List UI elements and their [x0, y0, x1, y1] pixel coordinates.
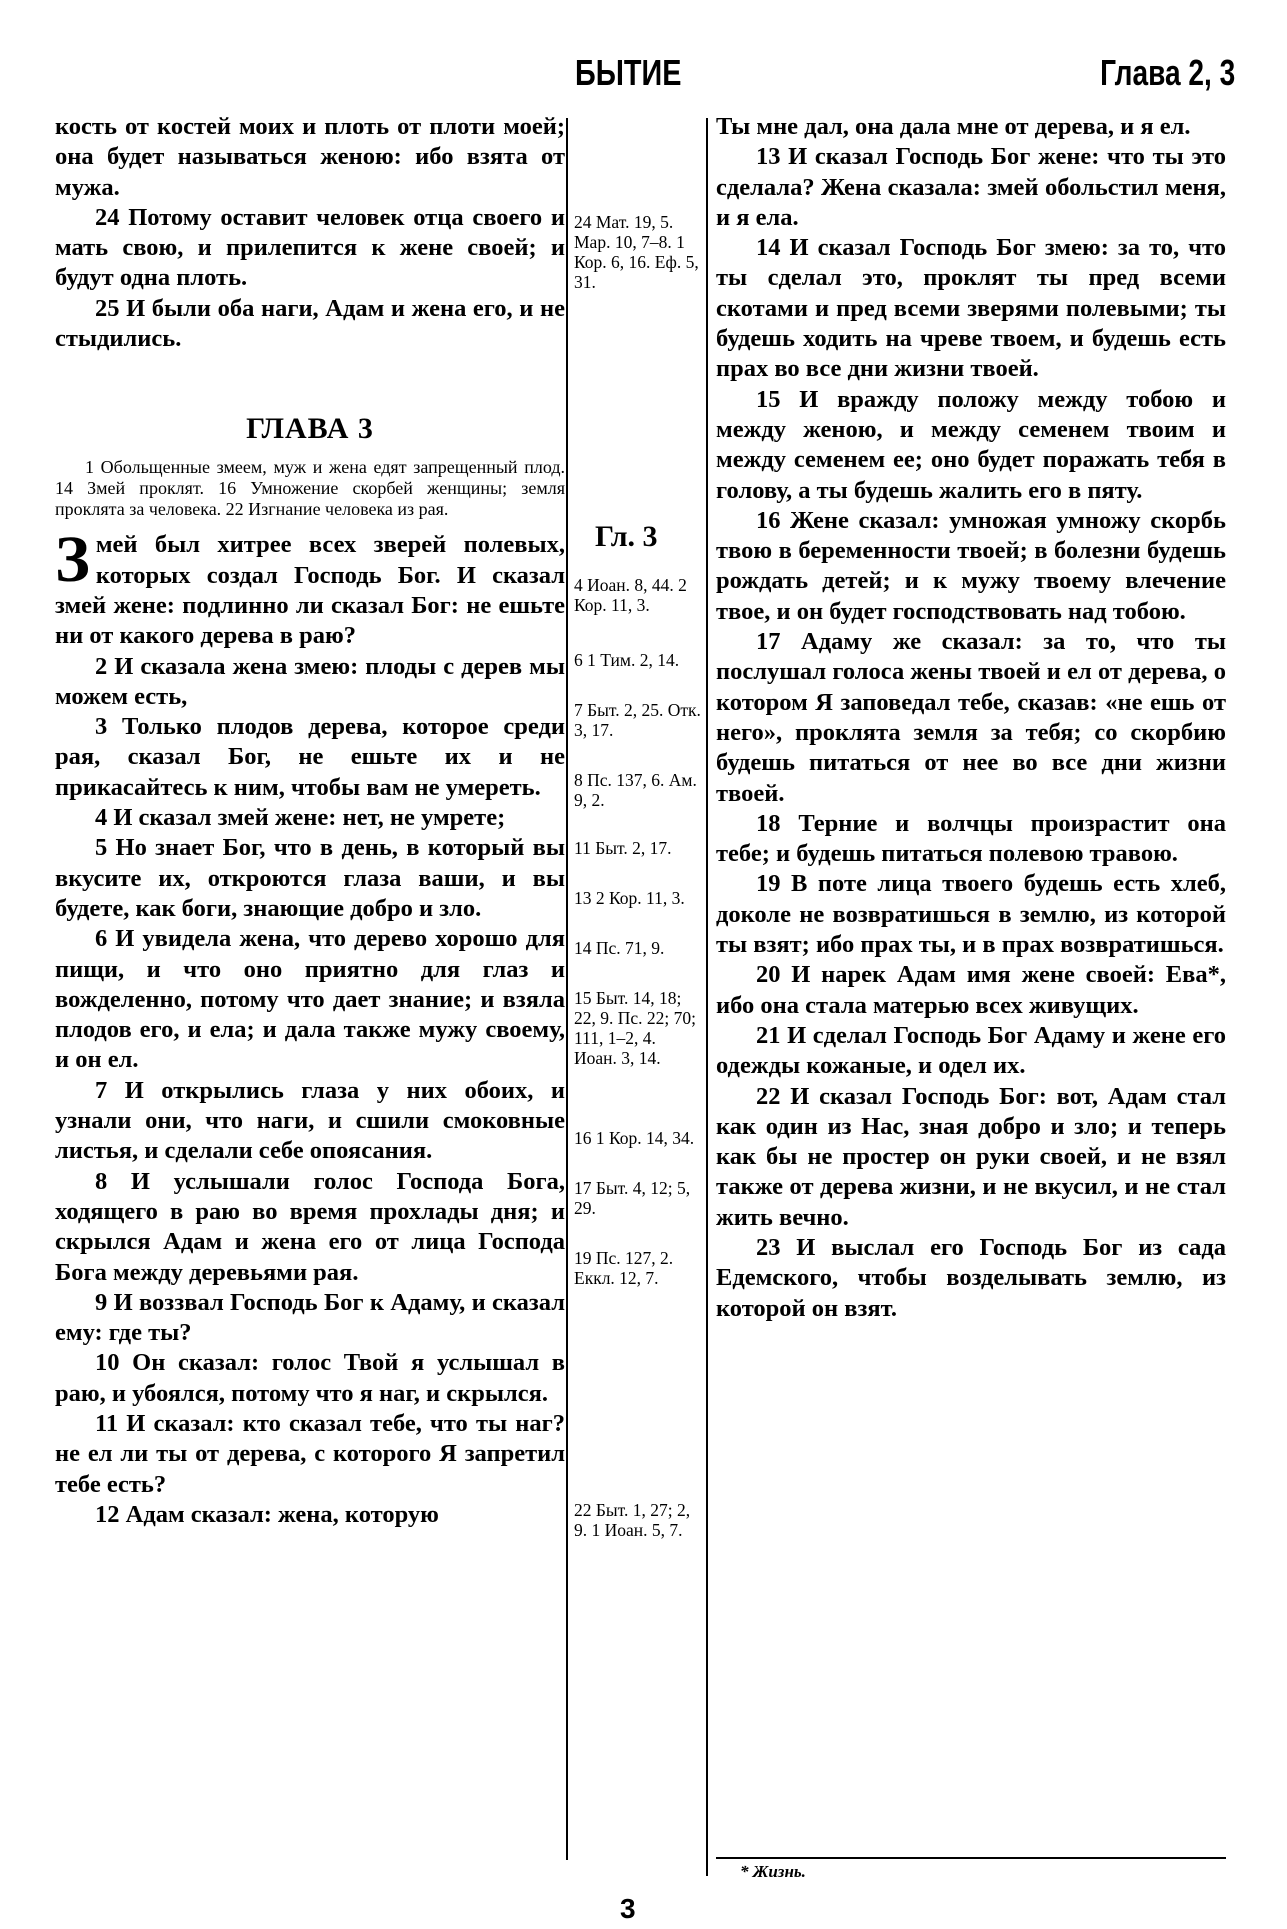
ref-17: 17 Быт. 4, 12; 5, 29. [574, 1178, 691, 1218]
ref-6: 6 1 Тим. 2, 14. [574, 650, 680, 670]
ref-19: 19 Пс. 127, 2. Еккл. 12, 7. [574, 1248, 674, 1288]
ref-7: 7 Быт. 2, 25. Отк. 3, 17. [574, 700, 701, 740]
chapter-range: Глава 2, 3 [1099, 52, 1235, 93]
verse-25: 25 И были оба наги, Адам и жена его, и не стыдились. [55, 294, 565, 353]
verse-18: 18 Терние и волчцы произрастит она тебе; и будешь питаться полевою травою. [716, 809, 1226, 868]
verse-15: 15 И вражду положу между тобою и между женою, и между семенем твоим и между семенем ее; оно будет поражать тебя в голову, а ты будешь жалить его в пяту. [716, 385, 1226, 504]
verse-7: 7 И открылись глаза у них обоих, и узнали они, что наги, и сшили смоковные листья, и сделали себе опоясания. [55, 1076, 565, 1165]
verse-continuation: кость от костей моих и плоть от плоти моей; она будет называться женою: ибо взята от мужа. [55, 113, 565, 201]
ref-8: 8 Пс. 137, 6. Ам. 9, 2. [574, 770, 697, 810]
ref-24: 24 Мат. 19, 5. Мар. 10, 7–8. 1 Кор. 6, 16. Еф. 5, 31. [574, 212, 699, 292]
book-title: БЫТИЕ [575, 52, 682, 93]
verse-20: 20 И нарек Адам имя жене своей: Ева*, ибо она стала матерью всех живущих. [716, 961, 1226, 1019]
footnote: * Жизнь. [740, 1862, 806, 1881]
verse-13: 13 И сказал Господь Бог жене: что ты это сделала? Жена сказала: змей обольстил меня, и я ела. [716, 143, 1226, 231]
column-divider-right [706, 118, 708, 1876]
ref-13: 13 2 Кор. 11, 3. [574, 888, 685, 908]
verse-19: 19 В поте лица твоего будешь есть хлеб, доколе не возвратишься в землю, из которой ты взят; ибо прах ты, и в прах возвратишься. [716, 870, 1226, 959]
verse-23: 23 И выслал его Господь Бог из сада Едемского, чтобы возделывать землю, из которой он взят. [716, 1233, 1226, 1322]
chapter-heading: ГЛАВА 3 [246, 412, 374, 446]
verse-12: 12 Адам сказал: жена, которую [95, 1500, 439, 1528]
drop-cap: З [55, 523, 90, 597]
verse-8: 8 И услышали голос Господа Бога, ходящего в раю во время прохлады дня; и скрылся Адам и жена его от лица Господа Бога между деревьями рая. [55, 1167, 565, 1286]
verse-24: 24 Потому оставит человек отца своего и мать свою, и прилепится к жене своей; и будут одна плоть. [55, 203, 565, 292]
ref-4: 4 Иоан. 8, 44. 2 Кор. 11, 3. [574, 575, 687, 615]
verse-21: 21 И сделал Господь Бог Адаму и жене его одежды кожаные, и одел их. [716, 1021, 1226, 1080]
ref-chapter-label: Гл. 3 [595, 520, 658, 553]
verse-17: 17 Адаму же сказал: за то, что ты послушал голоса жены твоей и ел от дерева, о котором Я заповедал тебе, сказав: «не ешь от него», проклята земля за тебя; со скорбию будешь питаться от нее во все дни жизни твоей. [716, 628, 1226, 807]
verse-10: 10 Он сказал: голос Твой я услышал в раю, и убоялся, потому что я наг, и скрылся. [55, 1349, 565, 1407]
column-divider-left [566, 118, 568, 1860]
verse-6: 6 И увидела жена, что дерево хорошо для пищи, и что оно приятно для глаз и вожделенно, потому что дает знание; и взяла плодов его, и ела; и дала также мужу своему, и он ел. [55, 925, 565, 1074]
verse-1-text: мей был хитрее всех зверей полевых, которых создал Господь Бог. И сказал змей жене: подлинно ли сказал Бог: не ешьте ни от какого дерева в раю? [55, 531, 565, 650]
chapter-summary: 1 Обольщенные змеем, муж и жена едят запрещенный плод. 14 Змей проклят. 16 Умножение скорбей женщины; земля проклята за человека. 22 Изгнание человека из рая. [55, 457, 565, 520]
verse-22: 22 И сказал Господь Бог: вот, Адам стал как один из Нас, зная добро и зло; и теперь как бы не простер он руки своей, и не взял также от дерева жизни, и не вкусил, и не стал жить вечно. [716, 1082, 1226, 1231]
ref-11: 11 Быт. 2, 17. [574, 838, 672, 858]
verse-4: 4 И сказал змей жене: нет, не умрете; [95, 804, 506, 832]
verse-12-continuation: Ты мне дал, она дала мне от дерева, и я ел. [716, 113, 1191, 140]
left-text-column [55, 112, 565, 1530]
ref-14: 14 Пс. 71, 9. [574, 938, 665, 958]
verse-9: 9 И воззвал Господь Бог к Адаму, и сказал ему: где ты? [55, 1288, 565, 1347]
verse-16: 16 Жене сказал: умножая умножу скорбь твою в беременности твоей; в болезни будешь рождать детей; и к мужу твоему влечение твое, и он будет господствовать над тобою. [716, 506, 1226, 625]
ref-22: 22 Быт. 1, 27; 2, 9. 1 Иоан. 5, 7. [574, 1500, 691, 1540]
verse-11: 11 И сказал: кто сказал тебе, что ты наг? не ел ли ты от дерева, с которого Я запретил тебе есть? [55, 1409, 565, 1498]
verse-3: 3 Только плодов дерева, которое среди рая, сказал Бог, не ешьте их и не прикасайтесь к ним, чтобы вам не умереть. [55, 713, 565, 801]
verse-14: 14 И сказал Господь Бог змею: за то, что ты сделал это, проклят ты пред всеми скотами и пред всеми зверями полевыми; ты будешь ходить на чреве твоем, и будешь есть прах во все дни жизни твоей. [716, 234, 1226, 383]
verse-2: 2 И сказала жена змею: плоды с дерев мы можем есть, [55, 652, 565, 710]
page-number: 3 [620, 1893, 636, 1924]
footnote-rule [716, 1857, 1226, 1859]
ref-15: 15 Быт. 14, 18; 22, 9. Пс. 22; 70; 111, 1–2, 4. Иоан. 3, 14. [574, 988, 697, 1068]
ref-16: 16 1 Кор. 14, 34. [574, 1128, 695, 1148]
right-text-column [716, 112, 1226, 1324]
verse-5: 5 Но знает Бог, что в день, в который вы вкусите их, откроются глаза ваши, и вы будете, как боги, знающие добро и зло. [55, 834, 565, 922]
verse-1 [55, 523, 565, 651]
